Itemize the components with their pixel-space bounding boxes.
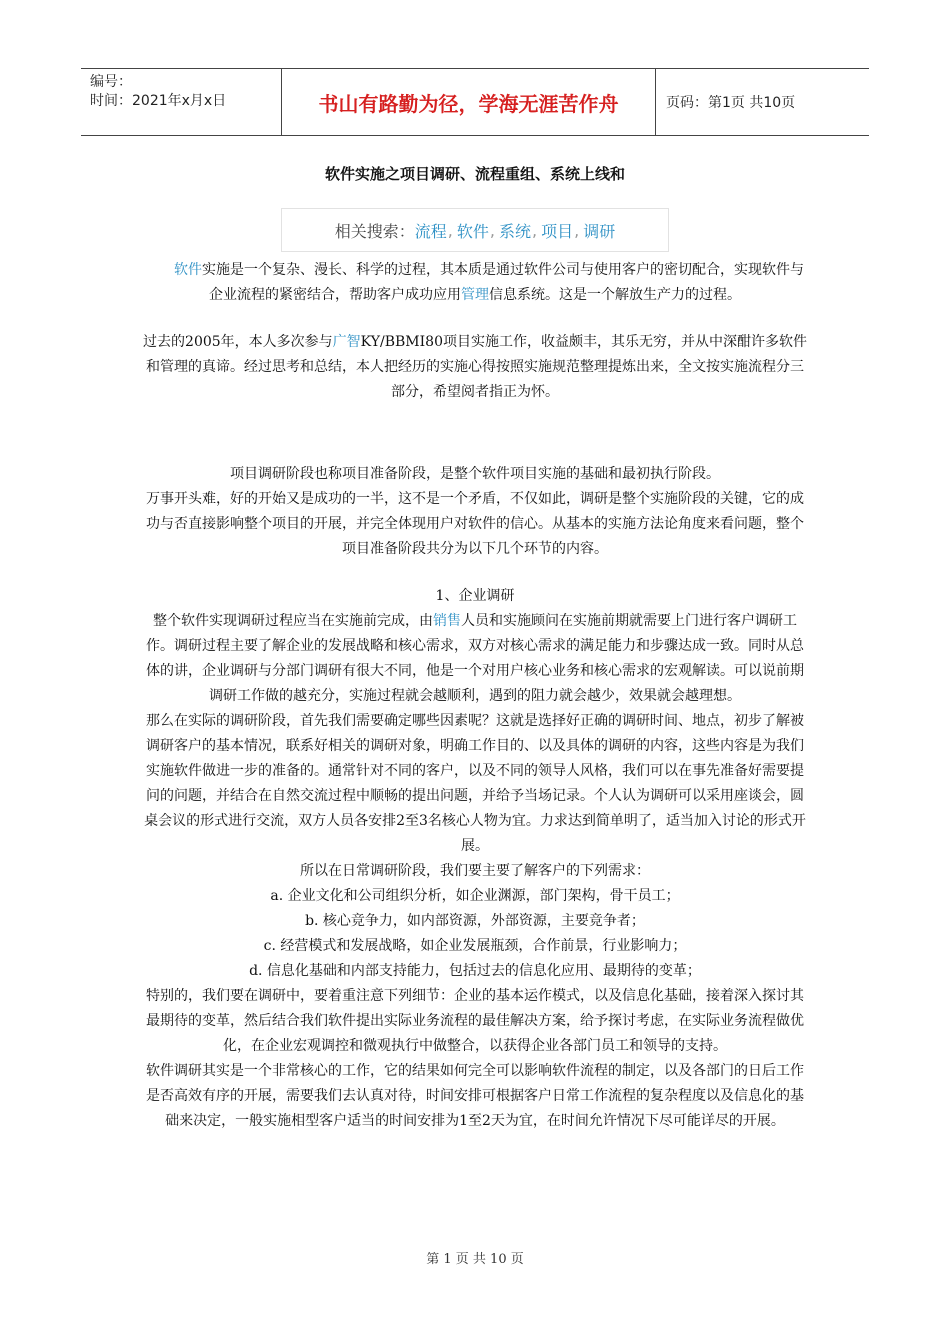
related-search-label: 相关搜索：: [334, 221, 415, 241]
keyword-link[interactable]: 软件: [174, 262, 202, 278]
related-keyword-link[interactable]: 流程: [414, 221, 447, 241]
date-label: 时间：2021年x月x日: [90, 93, 227, 109]
code-label: 编号：: [90, 74, 132, 90]
header-page-number: 页码：第1页 共10页: [666, 95, 796, 111]
keyword-link[interactable]: 广智: [332, 334, 361, 350]
keyword-link[interactable]: 管理: [461, 287, 489, 303]
page-footer: 第 1 页 共 10 页: [426, 1252, 524, 1267]
related-keyword-link[interactable]: 项目: [541, 221, 574, 241]
background-paragraph: [143, 330, 807, 405]
needs-item: b. 核心竞争力，如内部资源，外部资源，主要竞争者；: [305, 913, 645, 929]
related-keyword-link[interactable]: 软件: [456, 221, 489, 241]
details-paragraph: 特别的，我们要在调研中，要着重注意下列细节：企业的基本运作模式，以及信息化基础，接着深入探讨其最期待的变革，然后结合我们软件提出实际业务流程的最佳解决方案，给予探讨考虑，在实际业务流程做优化，在企业宏观调控和微观执行中做整合，以获得企业各部门员工和领导的支持。: [146, 988, 804, 1054]
intro-paragraph: [143, 258, 807, 308]
header-motto: 书山有路勤为径，学海无涯苦作舟: [281, 69, 656, 135]
research-factors-paragraph: 那么在实际的调研阶段，首先我们需要确定哪些因素呢？这就是选择好正确的调研时间、地点，初步了解被调研客户的基本情况，联系好相关的调研对象，明确工作目的、以及具体的调研的内容，这些内容是为我们实施软件做进一步的准备的。通常针对不同的客户，以及不同的领导人风格，我们可以在事先准备好需要提问的问题，并结合在自然交流过程中顺畅的提出问题，并给予当场记录。个人认为调研可以采用座谈会，圆桌会议的形式进行交流，双方人员各安排2至3名核心人物为宜。力求达到简单明了，适当加入讨论的形式开展。: [144, 713, 806, 854]
related-keyword-link[interactable]: 调研: [583, 221, 616, 241]
keyword-separator: ,: [447, 220, 453, 240]
header-meta: [81, 69, 281, 135]
phase-detail-paragraph: 万事开头难，好的开始又是成功的一半，这不是一个矛盾，不仅如此，调研是整个实施阶段的关键，它的成功与否直接影响整个项目的开展，并完全体现用户对软件的信心。从基本的实施方法论角度来看问题，整个项目准备阶段共分为以下几个环节的内容。: [146, 491, 804, 557]
phase-intro-paragraph: 项目调研阶段也称项目准备阶段，是整个软件项目实施的基础和最初执行阶段。: [230, 466, 720, 482]
keyword-separator: ,: [532, 220, 538, 240]
research-process-paragraph: [143, 609, 807, 709]
needs-item: c. 经营模式和发展战略，如企业发展瓶颈，合作前景，行业影响力；: [263, 938, 687, 954]
document-title: 软件实施之项目调研、流程重组、系统上线和: [324, 165, 625, 183]
paragraph-text: 过去的2005年，本人多次参与: [143, 334, 333, 350]
section-heading: 1、企业调研: [435, 588, 515, 604]
document-body: [143, 258, 807, 1134]
keyword-separator: ,: [489, 220, 495, 240]
keyword-link[interactable]: 销售: [433, 613, 461, 629]
related-search-box: [281, 208, 669, 252]
paragraph-text: KY/BBMI80项目实施工作，收益颇丰，其乐无穷，并从中深酣许多软件和管理的真谛。经过思考和总结，本人把经历的实施心得按照实施规范整理提炼出来，全文按实施流程分三部分，希望阅者指正为怀。: [146, 334, 807, 400]
summary-paragraph: 软件调研其实是一个非常核心的工作，它的结果如何完全可以影响软件流程的制定，以及各部门的日后工作是否高效有序的开展，需要我们去认真对待，时间安排可根据客户日常工作流程的复杂程度以及信息化的基础来决定，一般实施相型客户适当的时间安排为1至2天为宜，在时间允许情况下尽可能详尽的开展。: [146, 1063, 804, 1129]
paragraph-text: 信息系统。这是一个解放生产力的过程。: [489, 287, 741, 303]
header-table: [81, 68, 869, 136]
paragraph-text: 实施是一个复杂、漫长、科学的过程，其本质是通过软件公司与使用客户的密切配合，实现软件与企业流程的紧密结合，帮助客户成功应用: [202, 262, 804, 303]
keyword-separator: ,: [574, 220, 580, 240]
related-keyword-link[interactable]: 系统: [499, 221, 532, 241]
needs-item: a. 企业文化和公司组织分析，如企业渊源，部门架构，骨干员工；: [270, 888, 680, 904]
paragraph-text: 人员和实施顾问在实施前期就需要上门进行客户调研工作。调研过程主要了解企业的发展战略和核心需求，双方对核心需求的满足能力和步骤达成一致。同时从总体的讲，企业调研与分部门调研有很大不同，他是一个对用户核心业务和核心需求的宏观解读。可以说前期调研工作做的越充分，实施过程就会越顺利，遇到的阻力就会越少，效果就会越理想。: [146, 613, 804, 704]
needs-intro: 所以在日常调研阶段，我们要主要了解客户的下列需求：: [300, 863, 650, 879]
paragraph-text: 整个软件实现调研过程应当在实施前完成，由: [153, 613, 433, 629]
needs-item: d. 信息化基础和内部支持能力，包括过去的信息化应用、最期待的变革；: [249, 963, 701, 979]
